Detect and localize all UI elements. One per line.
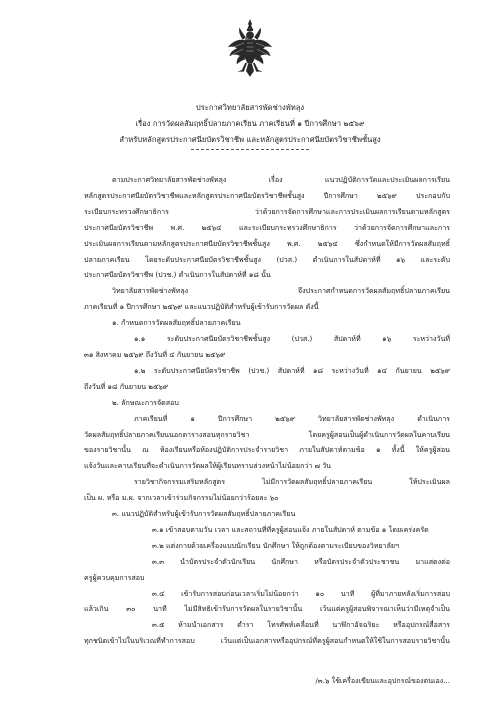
body-line: รายวิชากิจกรรมเสริมหลักสูตร ไม่มีการวัดผลสัมฤทธิ์ปลายภาคเรียน ให้ประเมินผล xyxy=(134,477,450,487)
body-line: ตามประกาศวิทยาลัยสารพัดช่างพัทลุง เรื่อง แนวปฏิบัติการวัดและประเมินผลการเรียน xyxy=(112,175,450,184)
body-line: ปลายภาคเรียน โดยระดับประกาศนียบัตรวิชาชีพชั้นสูง (ปวส.) ดำเนินการในสัปดาห์ที่ ๑๖ และระดับ xyxy=(84,254,450,264)
announcement-org: ประกาศวิทยาลัยสารพัดช่างพัทลุง xyxy=(195,103,305,112)
body-line: วิทยาลัยสารพัดช่างพัทลุง จึงประกาศกำหนดการวัดผลสัมฤทธิ์ปลายภาคเรียน xyxy=(112,286,450,296)
body-line: ของรายวิชานั้น ณ ห้องเรียนหรือห้องปฏิบัติการประจำรายวิชา ภายในสัปดาห์ตามข้อ ๑ ทั้งนี้ ให้ครูผู้สอน xyxy=(84,445,450,455)
body-line: วัดผลสัมฤทธิ์ปลายภาคเรียนนอกตารางสอนทุกรายวิชา โดยครูผู้สอนเป็นผู้ดำเนินการวัดผลในคาบเรียน xyxy=(84,429,450,439)
announcement-body xyxy=(84,172,450,649)
body-line: เป็น ผ. หรือ ม.ผ. จากเวลาเข้าร่วมกิจกรรมไม่น้อยกว่าร้อยละ ๖๐ xyxy=(84,493,279,503)
page-continuation: /๓.๖ ใช้เครื่องเขียนและอุปกรณ์ของตนเอง... xyxy=(315,676,450,685)
body-line: ๓.๓ นำบัตรประจำตัวนักเรียน นักศึกษา หรือบัตรประจำตัวประชาชน มาแสดงต่อ xyxy=(152,556,450,566)
body-line: ครูผู้ควบคุมการสอบ xyxy=(84,572,145,582)
body-line: ภาคเรียนที่ ๑ ปีการศึกษา ๒๕๖๙ และแนวปฏิบัติสำหรับผู้เข้ารับการวัดผล ดังนี้ xyxy=(84,302,319,312)
body-line: แจ้งวันและคาบเรียนที่จะดำเนินการวัดผลให้ผู้เรียนทราบล่วงหน้าไม่น้อยกว่า ๗ วัน xyxy=(84,461,332,471)
body-line: ๑.๒ ระดับประกาศนียบัตรวิชาชีพ (ปวช.) สัปดาห์ที่ ๑๘ ระหว่างวันที่ ๑๔ กันยายน ๒๕๖๙ xyxy=(134,365,450,375)
garuda-emblem-icon xyxy=(227,18,273,78)
body-line: ๓.๑ เข้าสอบตามวัน เวลา และสถานที่ที่ครูผู้สอนแจ้ง ภายในสัปดาห์ ตามข้อ ๑ โดยเคร่งครัด xyxy=(152,524,429,534)
body-line: ๓.๕ ห้ามนำเอกสาร ตำรา โทรศัพท์เคลื่อนที่ นาฬิกาอัจฉริยะ หรืออุปกรณ์สื่อสาร xyxy=(152,620,450,630)
body-line: ๓๑ สิงหาคม ๒๕๖๙ ถึงวันที่ ๔ กันยายน ๒๕๖๙ xyxy=(84,349,226,359)
body-line: ๓.๒ แต่งกายด้วยเครื่องแบบนักเรียน นักศึกษา ให้ถูกต้องตามระเบียบของวิทยาลัยฯ xyxy=(152,540,400,550)
body-line: ถึงวันที่ ๑๘ กันยายน ๒๕๖๙ xyxy=(84,381,169,391)
body-line: หลักสูตรประกาศนียบัตรวิชาชีพและหลักสูตรประกาศนียบัตรวิชาชีพชั้นสูง ปีการศึกษา ๒๕๖๙ ประกอบกับ xyxy=(84,190,450,200)
body-line: ๒. ลักษณะการจัดสอบ xyxy=(112,397,179,407)
body-line: ๓.๔ เข้ารับการสอบก่อนเวลาเริ่มไม่น้อยกว่า ๑๐ นาที ผู้ที่มาภายหลังเริ่มการสอบ xyxy=(152,588,450,598)
body-line: ภาคเรียนที่ ๑ ปีการศึกษา ๒๕๖๙ วิทยาลัยสารพัดช่างพัทลุง ดำเนินการ xyxy=(134,413,450,423)
announcement-subject: เรื่อง การวัดผลสัมฤทธิ์ปลายภาคเรียน ภาคเรียนที่ ๑ ปีการศึกษา ๒๕๖๙ xyxy=(135,119,365,128)
body-line: ทุกชนิดเข้าไปในบริเวณที่ทำการสอบ เว้นแต่เป็นเอกสารหรืออุปกรณ์ที่ครูผู้สอนกำหนดให้ใช้ในการสอบรายวิชานั้น xyxy=(84,636,450,646)
header-divider xyxy=(191,149,309,150)
announcement-header xyxy=(0,100,500,150)
body-line: ระเบียบกระทรวงศึกษาธิการ ว่าด้วยการจัดการศึกษาและการประเมินผลการเรียนตามหลักสูตร xyxy=(84,206,450,216)
body-line: ๑. กำหนดการวัดผลสัมฤทธิ์ปลายภาคเรียน xyxy=(112,318,241,328)
announcement-scope: สำหรับหลักสูตรประกาศนียบัตรวิชาชีพ และหลักสูตรประกาศนียบัตรวิชาชีพชั้นสูง xyxy=(119,135,381,144)
body-line: แล้วเกิน ๓๐ นาที ไม่มีสิทธิเข้ารับการวัดผลในรายวิชานั้น เว้นแต่ครูผู้สอนพิจารณาเห็นว่ามีเหตุจำเป็น xyxy=(84,604,450,614)
body-line: ๓. แนวปฏิบัติสำหรับผู้เข้ารับการวัดผลสัมฤทธิ์ปลายภาคเรียน xyxy=(112,509,296,519)
body-line: ประเมินผลการเรียนตามหลักสูตรประกาศนียบัตรวิชาชีพชั้นสูง พ.ศ. ๒๕๖๔ ซึ่งกำหนดให้มีการวัดผลสัมฤทธิ์ xyxy=(84,238,450,248)
body-line: ๑.๑ ระดับประกาศนียบัตรวิชาชีพชั้นสูง (ปวส.) สัปดาห์ที่ ๑๖ ระหว่างวันที่ xyxy=(134,334,450,344)
body-line: ประกาศนียบัตรวิชาชีพ (ปวช.) ดำเนินการในสัปดาห์ที่ ๑๘ นั้น xyxy=(84,270,271,280)
body-line: ประกาศนียบัตรวิชาชีพ พ.ศ. ๒๕๖๔ และระเบียบกระทรวงศึกษาธิการ ว่าด้วยการจัดการศึกษาและการ xyxy=(84,222,450,232)
